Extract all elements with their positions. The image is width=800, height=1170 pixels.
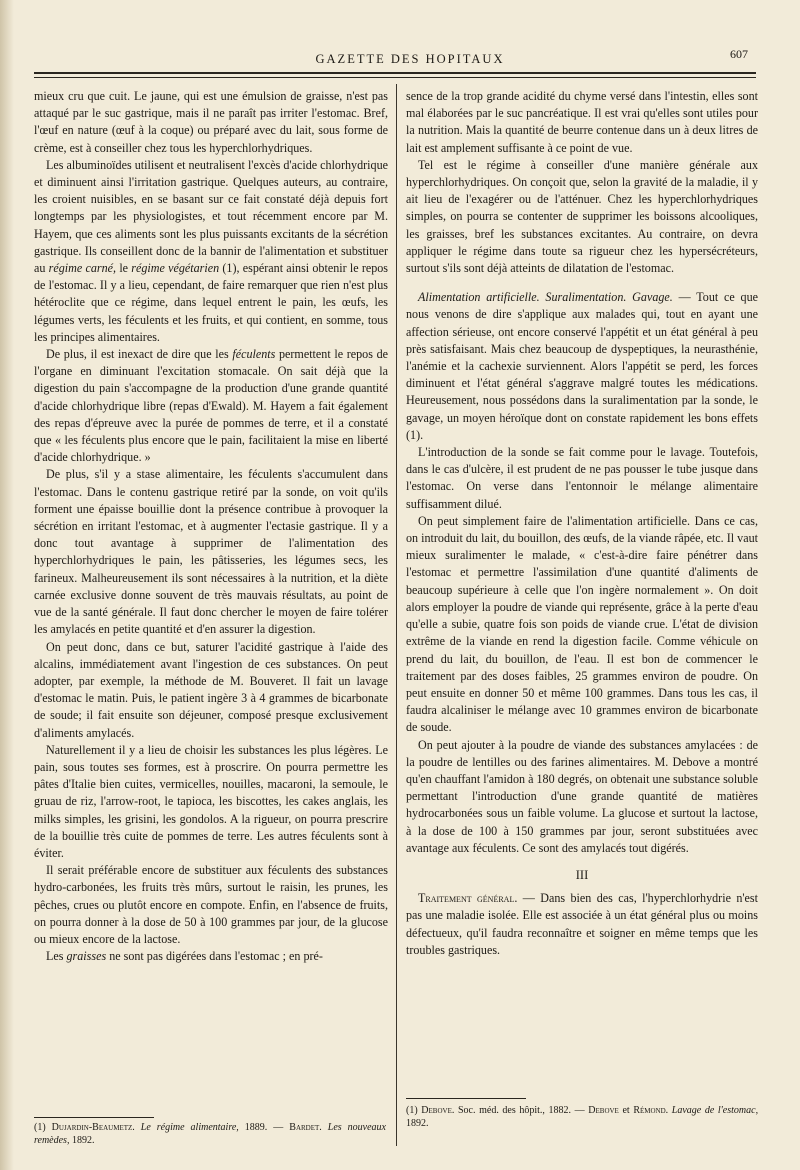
footnote-author: Debove. [421,1105,455,1116]
footnote-year: 1889. — [244,1122,284,1133]
footnote-author: Dujardin-Beaumetz. [51,1122,135,1133]
italic-run: régime végétarien [131,261,220,276]
italic-run: féculents [232,347,276,362]
footnote-number: (1) [34,1122,46,1133]
header-rule-thin [34,77,756,78]
footnote-right [406,1104,758,1130]
paragraph: Tel est le régime à conseiller d'une manière générale aux hyperchlorhydriques. On conçoit que, selon la gravité de la maladie, il y ait lieu de l'exagérer ou de l'atténuer. Chez les hyperchlorhydriques simples, on pourra se contenter de supprimer les boissons alcooliques, les graisses, bref les substances excitantes. Au contraire, on devra appliquer le régime dans toute sa rigueur chez les hypersécréteurs, surtout s'ils sont déjà atteints de dilatation de l'estomac. [406,157,758,276]
footnote-author: Rémond. [633,1105,669,1116]
paragraph [406,890,758,959]
footnote-author: Bardet. [289,1122,322,1133]
footnote-year: 1892. [406,1118,429,1129]
footnote-author: Debove [588,1105,619,1116]
text-run: Les albuminoïdes utilisent et neutralisent l'excès d'acide chlorhydrique et diminuent ainsi l'irritation gastrique. Quelques auteurs, au contraire, les croient nuisibles, en se basant sur ce fait constaté déjà depuis fort longtemps par les physiologistes, et tout récemment encore par M. Hayem, que ces aliments sont les plus puissants excitants de la sécrétion gastrique. Ils conseillent donc de la bannir de l'alimentation et substituer au [34,157,388,276]
italic-run: régime carné, [48,261,117,276]
paragraph [406,289,758,444]
journal-title: GAZETTE DES HOPITAUX [315,52,505,66]
text-run: — Dans bien des cas, l'hyperchlorhydrie n'est pas une maladie isolée. Elle est associée à un état général plus ou moins défectueux, qu'il faudra reconnaître et soigner en même temps que les troubles gastriques. [406,891,758,957]
paragraph [34,948,388,965]
footnote-text: et [622,1105,630,1116]
page-number: 607 [730,47,748,61]
paragraph: L'introduction de la sonde se fait comme pour le lavage. Toutefois, dans le cas d'ulcère, il est prudent de ne pas pousser le tube jusque dans l'estomac. On verse dans l'entonnoir le mélange alimentaire suffisamment dilué. [406,445,758,511]
column-divider [396,84,397,1146]
paragraph: On peut ajouter à la poudre de viande des substances amylacées : de la poudre de lentilles ou des farines alimentaires. M. Debove a montré qu'en chauffant l'amidon à 180 degrés, on obtenait une substance soluble permettant l'introduction d'une grande quantité de matières hydrocarbonées sous un faible volume. La glucose et surtout la lactose, à la dose de 100 à 150 grammes par jour, seront substituées avec avantage aux féculents. Ce sont des amylacés tout digérés. [406,737,758,855]
paragraph: mieux cru que cuit. Le jaune, qui est une émulsion de graisse, n'est pas attaqué par le suc gastrique, mais il ne paraît pas irriter l'estomac. Bref, l'œuf en nature (œuf à la coque) ou préparé avec du lait, sous forme de crème, est à conseiller chez tous les hyperchlorhydriques. [34,89,388,155]
footnote-source: Soc. méd. des hôpit., 1882. — [457,1105,585,1116]
section-number: III [575,867,589,882]
text-run: Les [46,949,64,964]
paragraph: sence de la trop grande acidité du chyme versé dans l'intestin, elles sont mal élaborées par le suc pancréatique. Il est vrai qu'elles sont utiles pour la nutrition. Mais la quantité de beurre contenue dans un à deux litres de lait est amplement suffisante à ce point de vue. [406,89,758,155]
header-rule-thick [34,72,756,74]
right-column [406,88,758,959]
page-gutter [0,0,14,1170]
text-run: ne sont pas digérées dans l'estomac ; en pré- [109,949,323,964]
text-run: — Tout ce que nous venons de dire s'applique aux malades qui, tout en ayant une affection sérieuse, ont encore conservé l'appétit et un état général à peu près satisfaisant. Mais chez beaucoup de dyspeptiques, la neurasthénie, l'anémie et la cachexie surviennent. Alors l'appétit se perd, les forces diminuent et l'état général s'aggrave malgré toutes les médications. Heureusement, nous possédons dans la suralimentation par la sonde, le gavage, un moyen héroïque dont on constate rapidement les bons effets (1). [406,290,758,442]
footnote-title: Le régime alimentaire, [140,1122,239,1133]
footnote-title: Les nouveaux remèdes, [34,1122,387,1146]
paragraph: On peut donc, dans ce but, saturer l'acidité gastrique à l'aide des alcalins, immédiatement avant l'ingestion de ces substances. On peut adopter, par exemple, la méthode de M. Bouveret. Il fait un lavage d'estomac le matin. Puis, le patient ingère 3 à 4 grammes de bicarbonate de soude; il fait ensuite son déjeuner, composé presque exclusivement d'aliments amylacés. [34,639,388,740]
page-header [60,47,760,72]
paragraph: On peut simplement faire de l'alimentation artificielle. Dans ce cas, on introduit du lait, du bouillon, des œufs, de la viande râpée, etc. Il vaut mieux suralimenter le malade, « c'est-à-dire faire pénétrer dans l'estomac et permettre l'assimilation d'une quantité d'aliments de beaucoup supérieure à celle que l'on ingère normalement ». On doit alors employer la poudre de viande qui représente, grâce à la perte d'eau qu'elle a subie, quatre fois son poids de viande crue. L'état de division extrême de la viande en rend la digestion facile. Comme véhicule on prend du lait, du bouillon, de l'eau. Il est bon de commencer le traitement par des doses faibles, 25 grammes environ de poudre. On peut ensuite en donner 50 et même 100 grammes. Dans tous les cas, il faudra alcaliniser le mélange avec 10 grammes environ de bicarbonate de soude. [406,513,758,735]
footnote-year: 1892. [71,1135,95,1146]
text-run: le [119,261,129,276]
italic-run: graisses [66,949,107,964]
paragraph: Naturellement il y a lieu de choisir les substances les plus légères. Le pain, sous toutes ses formes, est à proscrire. On pourra permettre les pâtes d'Italie bien cuites, vermicelles, nouilles, macaroni, la semoule, le gruau de riz, l'arrow-root, le tapioca, les biscottes, les cakes anglais, les milks simples, les grisini, les gondolos. A la rigueur, on pourra prescrire de la bouillie très cuite de pommes de terre. Les autres féculents sont à éviter. [34,742,388,860]
text-run: (1), espérant ainsi obtenir le repos de l'estomac. Il y a lieu, cependant, de faire remarquer que rien n'est plus hétéroclite que ce régime, dans lequel entrent le pain, les œufs, les légumes verts, les féculents et les fruits, et qui contient, en somme, tous les principes alimentaires. [34,261,389,344]
footnote-title: Lavage de l'estomac, [671,1105,759,1116]
paragraph: De plus, s'il y a stase alimentaire, les féculents s'accumulent dans l'estomac. Dans le contenu gastrique retiré par la sonde, on voit qu'ils forment une épaisse bouillie dont la présence contribue à provoquer la sécrétion en irritant l'estomac, et à augmenter l'ectasie gastrique. Il y a donc tout avantage à supprimer de l'alimentation des hyperchlorhydriques le pain, les pâtisseries, les légumes secs, les farineux. Malheureusement ils sont nécessaires à la nutrition, et la diète carnée exclusive donne souvent de très mauvais résultats, au point de vue de la santé générale. Il faut donc chercher le moyen de faire tolérer les amylacés en petite quantité et d'en assurer la digestion. [34,467,388,637]
paragraph [34,157,388,346]
paragraph [34,346,388,466]
left-column [34,88,388,965]
footnote-rule [34,1117,154,1118]
section-heading: Traitement général. [418,891,518,906]
footnote-number: (1) [406,1105,418,1116]
text-run: De plus, il est inexact de dire que les [46,347,229,362]
section-heading: Alimentation artificielle. Suralimentation. Gavage. [418,290,673,305]
footnote-rule [406,1098,526,1099]
text-run: permettent le repos de l'organe en diminuant l'excitation stomacale. On sait déjà que la digestion du pain s'accompagne de la production d'une grande quantité d'acide chlorhydrique libre (repas d'Ewald). M. Hayem a fait également des repas d'épreuve avec la purée de pommes de terre, et il a constaté que « les féculents plus encore que le pain, facilitaient la mise en liberté d'acide chlorhydrique. » [34,347,388,465]
footnote-left [34,1121,386,1147]
paragraph: Il serait préférable encore de substituer aux féculents des substances hydro-carbonées, les fruits très mûrs, surtout le raisin, les prunes, les pêches, crues ou plutôt encore en compote. Enfin, en l'absence de fruits, on pourra donner à la dose de 50 à 100 grammes par jour, de la glucose ou mieux encore de la lactose. [34,863,388,946]
